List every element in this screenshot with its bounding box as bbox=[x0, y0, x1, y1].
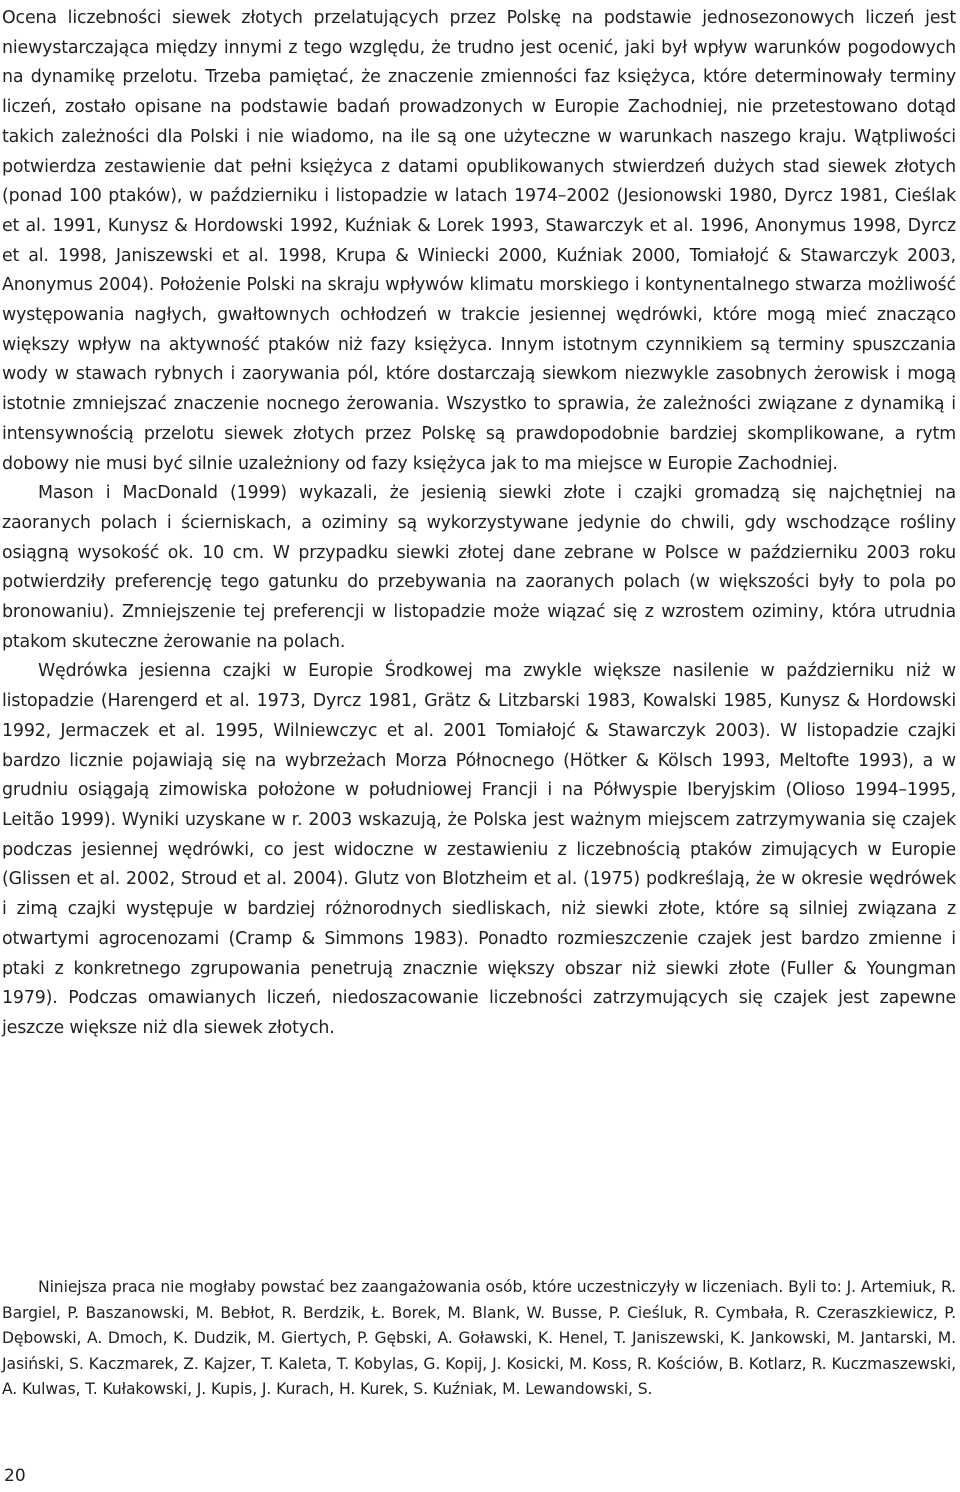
acknowledgements bbox=[2, 1275, 956, 1403]
paragraph-plover-counts: Ocena liczebności siewek złotych przelatujących przez Polskę na podstawie jednosezonowych liczeń jest niewystarczająca między innymi z tego względu, że trudno jest ocenić, jaki był wpływ warunków pogodowych na dynamikę przelotu. Trzeba pamiętać, że znaczenie zmienności faz księżyca, które determinowały terminy liczeń, zostało opisane na podstawie badań prowadzonych w Europie Zachodniej, nie przetestowano dotąd takich zależności dla Polski i nie wiadomo, na ile są one użyteczne w warunkach naszego kraju. Wątpliwości potwierdza zestawienie dat pełni księżyca z datami opublikowanych stwierdzeń dużych stad siewek złotych (ponad 100 ptaków), w październiku i listopadzie w latach 1974–2002 (Jesionowski 1980, Dyrcz 1981, Cieślak et al. 1991, Kunysz & Hordowski 1992, Kuźniak & Lorek 1993, Stawarczyk et al. 1996, Anonymus 1998, Dyrcz et al. 1998, Janiszewski et al. 1998, Krupa & Winiecki 2000, Kuźniak 2000, Tomiałojć & Stawarczyk 2003, Anonymus 2004). Położenie Polski na skraju wpływów klimatu morskiego i kontynentalnego stwarza możliwość występowania nagłych, gwałtownych ochłodzeń w trakcie jesiennej wędrówki, które mogą mieć znacząco większy wpływ na aktywność ptaków niż fazy księżyca. Innym istotnym czynnikiem są terminy spuszczania wody w stawach rybnych i zaorywania pól, które dostarczają siewkom niezwykle zasobnych żerowisk i mogą istotnie zmniejszać znaczenie nocnego żerowania. Wszystko to sprawia, że zależności związane z dynamiką i intensywnością przelotu siewek złotych przez Polskę są prawdopodobnie bardziej skomplikowane, a rytm dobowy nie musi być silnie uzależniony od fazy księżyca jak to ma miejsce w Europie Zachodniej. bbox=[2, 8, 956, 474]
paragraph-field-preferences: Mason i MacDonald (1999) wykazali, że jesienią siewki złote i czajki gromadzą się najchętniej na zaoranych polach i ścierniskach, a oziminy są wykorzystywane jedynie do chwili, gdy wschodzące rośliny osiągną wysokość ok. 10 cm. W przypadku siewki złotej dane zebrane w Polsce w październiku 2003 roku potwierdziły preferencję tego gatunku do przebywania na zaoranych polach (w większości były to pola po bronowaniu). Zmniejszenie tej preferencji w listopadzie może wiązać się z wzrostem oziminy, która utrudnia ptakom skuteczne żerowanie na polach. bbox=[2, 483, 956, 652]
acknowledgement-text: Niniejsza praca nie mogłaby powstać bez zaangażowania osób, które uczestniczyły w liczeniach. Byli to: J. Artemiuk, R. Bargiel, P. Baszanowski, M. Bebłot, R. Berdzik, Ł. Borek, M. Blank, W. Busse, P. Cieśluk, R. Cymbała, R. Czeraszkiewicz, P. Dębowski, A. Dmoch, K. Dudzik, M. Giertych, P. Gębski, A. Goławski, K. Henel, T. Janiszewski, K. Jankowski, M. Jantarski, M. Jasiński, S. Kaczmarek, Z. Kajzer, T. Kaleta, T. Kobylas, G. Kopij, J. Kosicki, M. Koss, R. Kościów, B. Kotlarz, R. Kuczmaszewski, A. Kulwas, T. Kułakowski, J. Kupis, J. Kurach, H. Kurek, S. Kuźniak, M. Lewandowski, S. bbox=[2, 1278, 956, 1399]
paragraph-lapwing-migration: Wędrówka jesienna czajki w Europie Środkowej ma zwykle większe nasilenie w październiku niż w listopadzie (Harengerd et al. 1973, Dyrcz 1981, Grätz & Litzbarski 1983, Kowalski 1985, Kunysz & Hordowski 1992, Jermaczek et al. 1995, Wilniewczyc et al. 2001 Tomiałojć & Stawarczyk 2003). W listopadzie czajki bardzo licznie pojawiają się na wybrzeżach Morza Północnego (Hötker & Kölsch 1993, Meltofte 1993), a w grudniu osiągają zimowiska położone w południowej Francji i na Półwyspie Iberyjskim (Olioso 1994–1995, Leitão 1999). Wyniki uzyskane w r. 2003 wskazują, że Polska jest ważnym miejscem zatrzymywania się czajek podczas jesiennej wędrówki, co jest widoczne w zestawieniu z liczebnością ptaków zimujących w Europie (Glissen et al. 2002, Stroud et al. 2004). Glutz von Blotzheim et al. (1975) podkreślają, że w okresie wędrówek i zimą czajki występuje w bardziej różnorodnych siedliskach, niż siewki złote, które są silniej związana z otwartymi agrocenozami (Cramp & Simmons 1983). Ponadto rozmieszczenie czajek jest bardzo zmienne i ptaki z konkretnego zgrupowania penetrują znacznie większy obszar niż siewki złote (Fuller & Youngman 1979). Podczas omawianych liczeń, niedoszacowanie liczebności zatrzymujących się czajek jest zapewne jeszcze większe niż dla siewek złotych. bbox=[2, 661, 956, 1038]
main-body-text bbox=[2, 4, 956, 1044]
page-number: 20 bbox=[4, 1466, 26, 1486]
